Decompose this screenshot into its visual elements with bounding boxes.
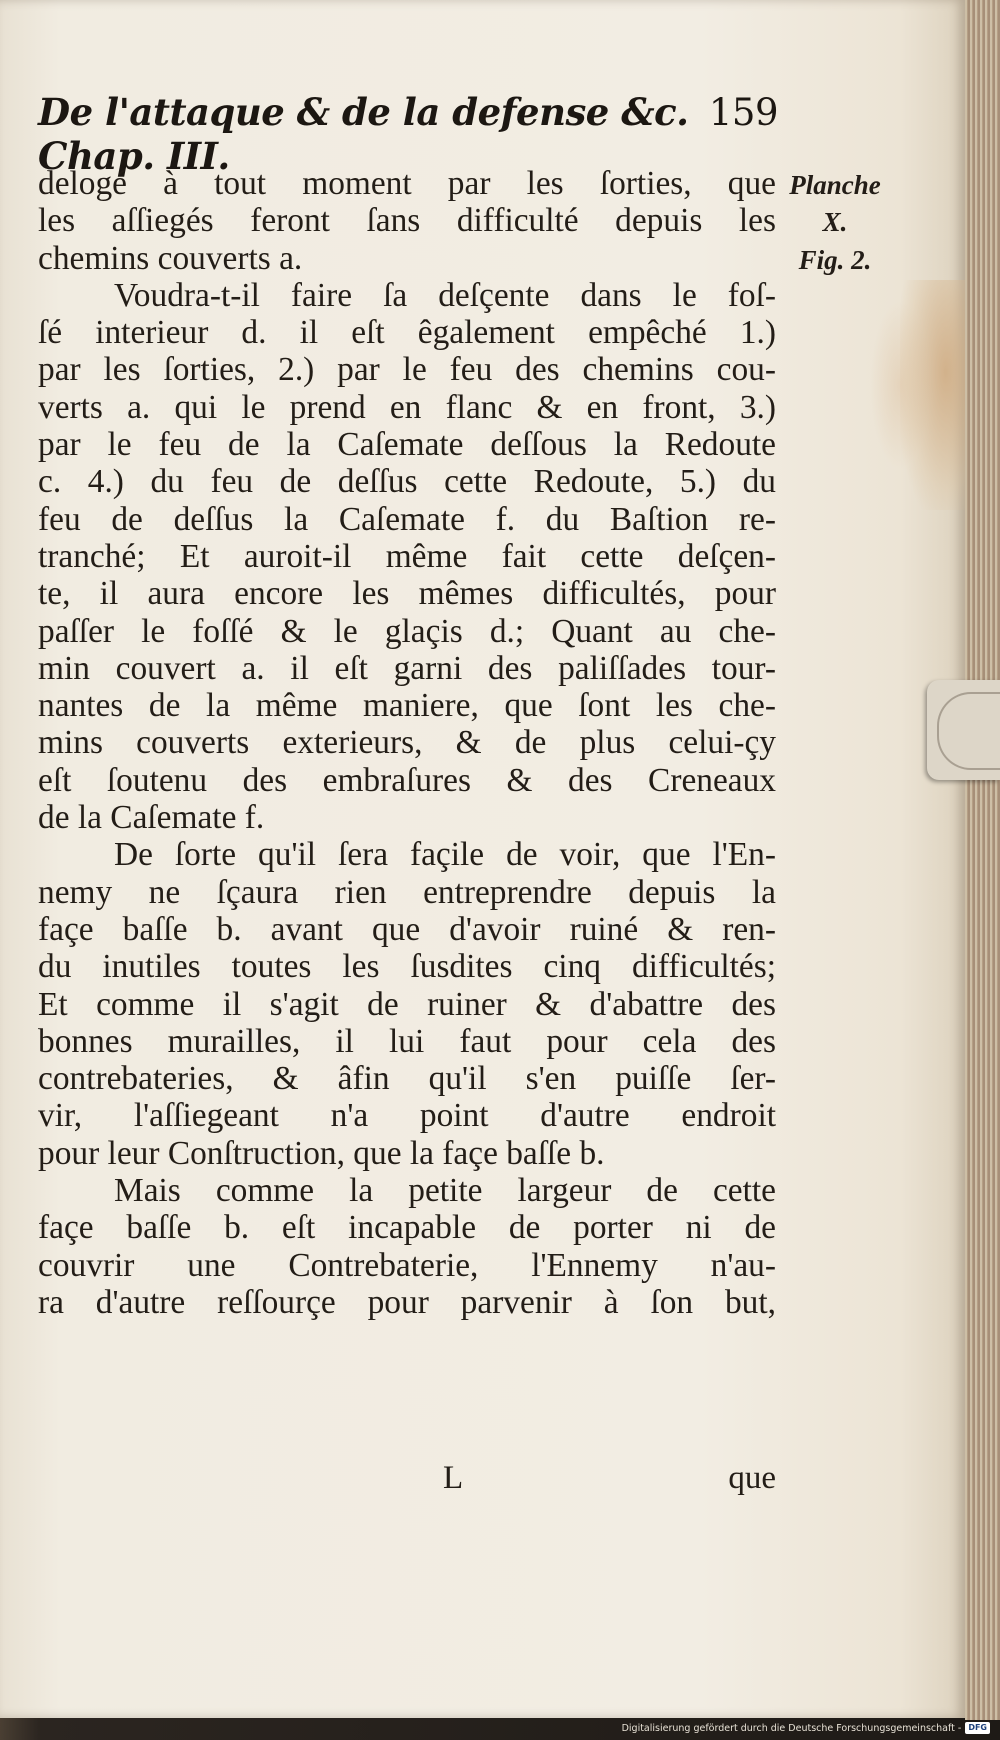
text-line: Et comme il s'agit de ruiner & d'abattre des	[38, 985, 776, 1023]
text-line: Voudra-t-il faire ſa deſçente dans le foſ-	[114, 276, 776, 314]
text-line: façe baſſe b. avant que d'avoir ruiné & ren-	[38, 910, 776, 948]
text-line: min couvert a. il eſt garni des paliſſades tour-	[38, 649, 776, 687]
text-line: couvrir une Contrebaterie, l'Ennemy n'au-	[38, 1246, 776, 1284]
signature-mark: L	[443, 1460, 464, 1496]
body-text	[38, 165, 776, 1321]
text-line: paſſer le foſſé & le glaçis d.; Quant au che-	[38, 612, 776, 650]
margin-note	[780, 167, 890, 279]
text-line: Mais comme la petite largeur de cette	[114, 1172, 776, 1210]
text-line: nantes de la même maniere, que ſont les che-	[38, 687, 776, 725]
text-line: mins couverts exterieurs, & de plus celui-çy	[38, 724, 776, 762]
text-line: ſé interieur d. il eſt êgalement empêché 1.)	[38, 314, 776, 352]
text-line: vir, l'aſſiegeant n'a point d'autre endroit	[38, 1097, 776, 1135]
text-line: par le feu de la Caſemate deſſous la Redoute	[38, 426, 776, 464]
text-line: bonnes murailles, il lui faut pour cela des	[38, 1022, 776, 1060]
margin-note-figure: Fig. 2.	[798, 244, 872, 275]
digitization-credit	[622, 1720, 990, 1736]
text-line: verts a. qui le prend en flanc & en front, 3.)	[38, 388, 776, 426]
credit-text: Digitalisierung gefördert durch die Deutsche Forschungsgemeinschaft -	[621, 1722, 962, 1734]
text-line: eſt ſoutenu des embraſures & des Creneaux	[38, 761, 776, 799]
text-line: pour leur Conſtruction, que la façe baſſe b.	[38, 1134, 605, 1172]
text-line: de la Caſemate f.	[38, 799, 265, 837]
margin-note-plate: Planche	[789, 170, 881, 200]
text-line: delogé à tout moment par les ſorties, que	[38, 165, 776, 202]
text-line: ra d'autre reſſourçe pour parvenir à ſon but,	[38, 1283, 776, 1321]
text-line: te, il aura encore les mêmes difficultés, pour	[38, 575, 776, 613]
page-edges	[965, 0, 1000, 1720]
page-number: 159	[708, 91, 778, 134]
dfg-logo: DFG	[965, 1722, 990, 1734]
text-line: les aſſiegés feront ſans difficulté depuis les	[38, 202, 776, 240]
page-footer	[38, 1460, 776, 1500]
text-line: tranché; Et auroit-il même fait cette deſçen-	[38, 537, 776, 575]
text-line: nemy ne ſçaura rien entreprendre depuis la	[38, 873, 776, 911]
text-line: c. 4.) du feu de deſſus cette Redoute, 5.) du	[38, 463, 776, 501]
text-line: par les ſorties, 2.) par le feu des chemins cou-	[38, 351, 776, 389]
text-line: du inutiles toutes les ſusdites cinq difficultés;	[38, 948, 776, 986]
catchword: que	[728, 1460, 776, 1496]
water-stain	[870, 300, 930, 470]
text-line: feu de deſſus la Caſemate f. du Baſtion re-	[38, 500, 776, 538]
text-line: façe baſſe b. eſt incapable de porter ni de	[38, 1209, 776, 1247]
text-line: contrebateries, & âfin qu'il s'en puiſſe ſer-	[38, 1060, 776, 1098]
text-line: chemins couverts a.	[38, 239, 303, 277]
running-title: De l'attaque & de la defense &c. Chap. III.	[38, 90, 689, 178]
text-line: De ſorte qu'il ſera façile de voir, que l'En-	[114, 836, 776, 874]
running-header	[38, 90, 778, 178]
margin-note-plate-number: X.	[822, 207, 848, 238]
page-marker-tab-ring	[937, 692, 1000, 770]
